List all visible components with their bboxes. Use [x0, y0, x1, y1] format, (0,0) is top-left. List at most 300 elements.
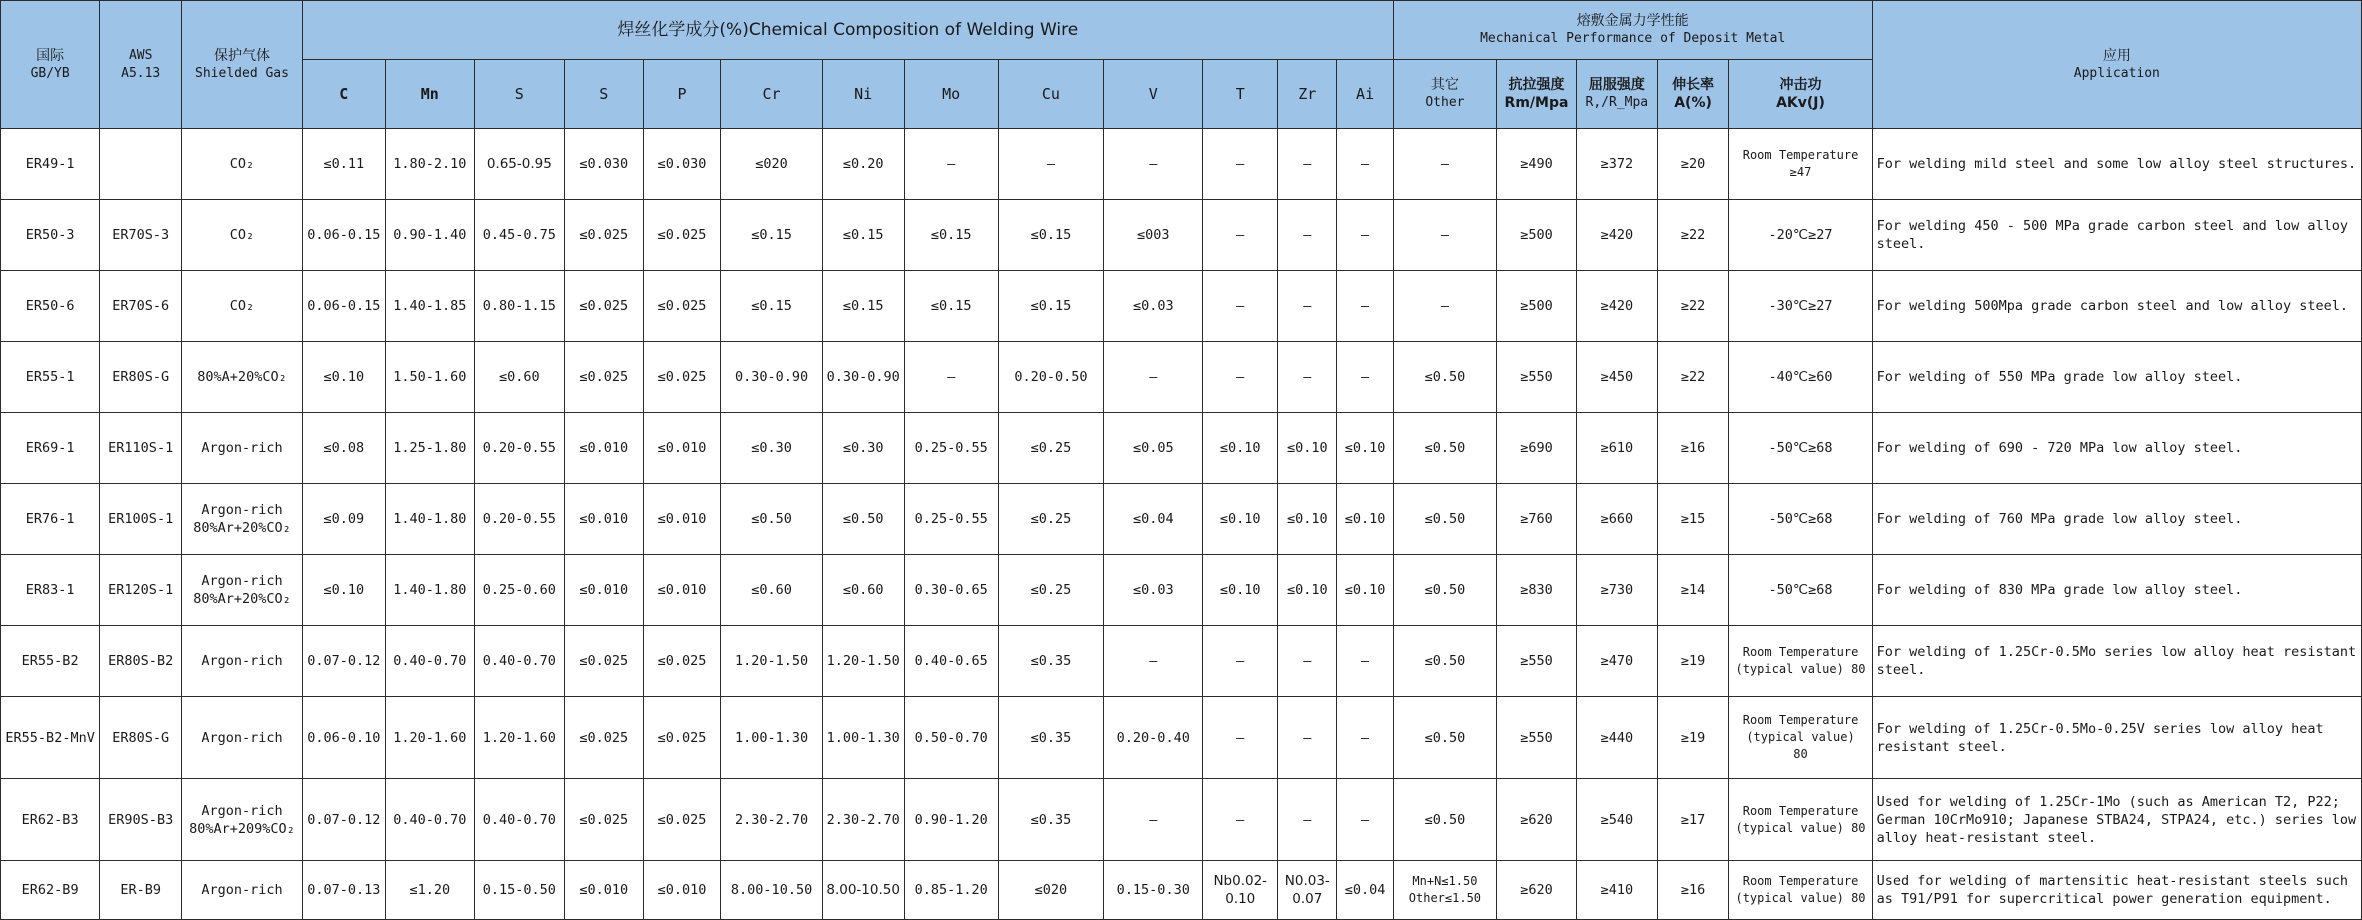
- impact-cell: [1729, 271, 1872, 342]
- tensile-cell: ≥500: [1497, 200, 1577, 271]
- tensile-cell: ≥690: [1497, 413, 1577, 484]
- ti-cell: –: [1203, 626, 1278, 697]
- aws-cell: ER80S-G: [100, 342, 182, 413]
- gb-cell: ER50-6: [1, 271, 100, 342]
- elongation-cell: ≥14: [1657, 555, 1729, 626]
- cu-cell: ≤0.35: [998, 779, 1103, 861]
- gas-cell-line: Argon-rich: [201, 729, 283, 746]
- impact-cell-line: (typical value): [1746, 730, 1855, 744]
- yield-cell: ≥730: [1576, 555, 1657, 626]
- cu-cell: ≤0.25: [998, 413, 1103, 484]
- gas-cell: [182, 626, 303, 697]
- yield-cell: ≥410: [1576, 861, 1657, 920]
- tensile-cell: ≥550: [1497, 626, 1577, 697]
- al-cell: –: [1337, 200, 1393, 271]
- gb-cell: ER76-1: [1, 484, 100, 555]
- impact-cell-line: (typical value) 80: [1735, 820, 1866, 835]
- impact-cell: [1729, 861, 1872, 920]
- aws-cell: ER120S-1: [100, 555, 182, 626]
- gas-cell: [182, 555, 303, 626]
- c-cell: 0.07-0.12: [302, 626, 385, 697]
- cr-cell: ≤0.50: [721, 484, 822, 555]
- zr-cell: ≤0.10: [1278, 413, 1337, 484]
- c-cell: 0.07-0.12: [302, 779, 385, 861]
- tensile-cell: ≥760: [1497, 484, 1577, 555]
- ti-cell: ≤0.10: [1203, 484, 1278, 555]
- gb-cell: ER69-1: [1, 413, 100, 484]
- cu-cell: ≤0.35: [998, 626, 1103, 697]
- elongation-cell: ≥15: [1657, 484, 1729, 555]
- gas-cell: [182, 484, 303, 555]
- other-header: 其它 Other: [1393, 60, 1496, 129]
- zr-cell: –: [1278, 200, 1337, 271]
- gb-cell: ER50-3: [1, 200, 100, 271]
- impact-cell-line: 80: [1793, 747, 1808, 761]
- ti-cell: –: [1203, 342, 1278, 413]
- gb-cell: ER55-1: [1, 342, 100, 413]
- cu-cell: ≤0.25: [998, 484, 1103, 555]
- mo-cell: 0.25-0.55: [904, 413, 998, 484]
- other-cell: [1393, 861, 1496, 920]
- other-cell-line: ≤0.50: [1424, 729, 1466, 746]
- table-body: [1, 129, 2362, 920]
- other-cell: [1393, 779, 1496, 861]
- mn-cell: 0.40-0.70: [385, 626, 474, 697]
- impact-cell: [1729, 779, 1872, 861]
- ti-cell: Nb0.02-0.10: [1203, 861, 1278, 920]
- yield-cell: ≥420: [1576, 271, 1657, 342]
- ni-cell: ≤0.30: [822, 413, 904, 484]
- tensile-cell: ≥550: [1497, 697, 1577, 779]
- mn-cell: 1.80-2.10: [385, 129, 474, 200]
- gas-cell: [182, 342, 303, 413]
- c-cell: 0.06-0.15: [302, 271, 385, 342]
- impact-cell-line: Room Temperature: [1742, 874, 1859, 888]
- c-cell: 0.06-0.10: [302, 697, 385, 779]
- gb-cell: ER55-B2-MnV: [1, 697, 100, 779]
- si-cell: 0.80-1.15: [474, 271, 564, 342]
- yield-cell: ≥470: [1576, 626, 1657, 697]
- aws-cell: ER90S-B3: [100, 779, 182, 861]
- p-cell: ≤0.025: [643, 200, 721, 271]
- ni-cell: 1.00-1.30: [822, 697, 904, 779]
- v-cell: 0.20-0.40: [1104, 697, 1203, 779]
- s-cell: ≤0.025: [564, 779, 643, 861]
- table-row: [1, 484, 2362, 555]
- other-cell: [1393, 271, 1496, 342]
- s-cell: ≤0.010: [564, 484, 643, 555]
- mo-cell: 0.50-0.70: [904, 697, 998, 779]
- ti-cell: ≤0.10: [1203, 413, 1278, 484]
- elongation-cell: ≥16: [1657, 413, 1729, 484]
- c-cell: 0.07-0.13: [302, 861, 385, 920]
- si-cell: 0.45-0.75: [474, 200, 564, 271]
- v-cell: ≤0.03: [1104, 555, 1203, 626]
- v-cell: –: [1104, 129, 1203, 200]
- zr-cell: –: [1278, 129, 1337, 200]
- p-cell: ≤0.025: [643, 626, 721, 697]
- impact-cell-line: -50℃≥68: [1768, 511, 1833, 527]
- mo-cell: ≤0.15: [904, 271, 998, 342]
- impact-cell-line: -50℃≥68: [1768, 440, 1833, 456]
- ti-cell: –: [1203, 779, 1278, 861]
- p-cell: ≤0.030: [643, 129, 721, 200]
- impact-cell-line: ≥47: [1789, 165, 1812, 179]
- mo-cell: 0.85-1.20: [904, 861, 998, 920]
- application-cell: For welding of 760 MPa grade low alloy steel.: [1872, 484, 2361, 555]
- zr-cell: –: [1278, 697, 1337, 779]
- application-cell: For welding of 550 MPa grade low alloy steel.: [1872, 342, 2361, 413]
- cr-cell: 0.30-0.90: [721, 342, 822, 413]
- si-cell: 1.20-1.60: [474, 697, 564, 779]
- tensile-cell: ≥830: [1497, 555, 1577, 626]
- gb-header: 国际 GB/YB: [1, 1, 100, 129]
- gb-cell: ER62-B9: [1, 861, 100, 920]
- s-cell: ≤0.025: [564, 697, 643, 779]
- ni-cell: 1.20-1.50: [822, 626, 904, 697]
- impact-cell: [1729, 129, 1872, 200]
- aws-cell: ER-B9: [100, 861, 182, 920]
- other-cell-line: Mn+N≤1.50: [1412, 874, 1478, 888]
- mn-cell: 1.25-1.80: [385, 413, 474, 484]
- element-header-ni: Ni: [822, 60, 904, 129]
- gb-cell: ER55-B2: [1, 626, 100, 697]
- gas-cell: [182, 779, 303, 861]
- elongation-cell: ≥16: [1657, 861, 1729, 920]
- other-cell: [1393, 697, 1496, 779]
- impact-cell: [1729, 697, 1872, 779]
- application-cell: For welding of 1.25Cr-0.5Mo series low alloy heat resistant steel.: [1872, 626, 2361, 697]
- yield-cell: ≥610: [1576, 413, 1657, 484]
- al-cell: ≤0.10: [1337, 413, 1393, 484]
- gas-cell: [182, 129, 303, 200]
- ni-cell: ≤0.20: [822, 129, 904, 200]
- elongation-header: 伸长率 A(%): [1657, 60, 1729, 129]
- zr-cell: ≤0.10: [1278, 555, 1337, 626]
- ni-cell: 2.30-2.70: [822, 779, 904, 861]
- gb-cell: ER49-1: [1, 129, 100, 200]
- aws-cell: ER70S-6: [100, 271, 182, 342]
- other-cell-line: –: [1440, 227, 1449, 243]
- cu-cell: ≤020: [998, 861, 1103, 920]
- table-row: [1, 626, 2362, 697]
- other-cell: [1393, 342, 1496, 413]
- tensile-cell: ≥500: [1497, 271, 1577, 342]
- yield-header: 屈服强度 R,/R_Mpa: [1576, 60, 1657, 129]
- table-row: [1, 555, 2362, 626]
- cr-cell: 2.30-2.70: [721, 779, 822, 861]
- c-cell: ≤0.11: [302, 129, 385, 200]
- ti-cell: ≤0.10: [1203, 555, 1278, 626]
- other-cell: [1393, 626, 1496, 697]
- gas-cell-line: 80%Ar+20%CO₂: [193, 591, 291, 607]
- elongation-cell: ≥22: [1657, 200, 1729, 271]
- cu-cell: ≤0.15: [998, 271, 1103, 342]
- ni-cell: ≤0.15: [822, 200, 904, 271]
- gas-cell: [182, 861, 303, 920]
- mo-cell: 0.25-0.55: [904, 484, 998, 555]
- application-cell: For welding of 690 - 720 MPa low alloy steel.: [1872, 413, 2361, 484]
- element-header-mo: Mo: [904, 60, 998, 129]
- gas-cell-line: CO₂: [229, 156, 255, 172]
- cr-cell: ≤0.15: [721, 200, 822, 271]
- gas-cell-line: Argon-rich: [201, 882, 283, 898]
- application-cell: For welding 500Mpa grade carbon steel and low alloy steel.: [1872, 271, 2361, 342]
- s-cell: ≤0.030: [564, 129, 643, 200]
- mo-cell: 0.40-0.65: [904, 626, 998, 697]
- element-header-p: P: [643, 60, 721, 129]
- impact-cell: [1729, 555, 1872, 626]
- p-cell: ≤0.025: [643, 779, 721, 861]
- other-cell: [1393, 200, 1496, 271]
- elongation-cell: ≥17: [1657, 779, 1729, 861]
- s-cell: ≤0.025: [564, 626, 643, 697]
- mo-cell: ≤0.15: [904, 200, 998, 271]
- zr-cell: –: [1278, 271, 1337, 342]
- element-header-cu: Cu: [998, 60, 1103, 129]
- si-cell: ≤0.60: [474, 342, 564, 413]
- cu-cell: ≤0.25: [998, 555, 1103, 626]
- impact-header: 冲击功 AKv(J): [1729, 60, 1872, 129]
- mo-cell: –: [904, 342, 998, 413]
- ni-cell: 8.00-10.50: [822, 861, 904, 920]
- other-cell-line: ≤0.50: [1424, 440, 1466, 456]
- yield-cell: ≥660: [1576, 484, 1657, 555]
- impact-cell: [1729, 342, 1872, 413]
- c-cell: ≤0.09: [302, 484, 385, 555]
- p-cell: ≤0.010: [643, 413, 721, 484]
- impact-cell-line: (typical value) 80: [1735, 891, 1866, 905]
- mechanical-performance-header: 熔敷金属力学性能 Mechanical Performance of Deposit Metal: [1393, 1, 1872, 60]
- al-cell: ≤0.10: [1337, 484, 1393, 555]
- v-cell: –: [1104, 779, 1203, 861]
- zr-cell: –: [1278, 779, 1337, 861]
- v-cell: ≤003: [1104, 200, 1203, 271]
- al-cell: –: [1337, 779, 1393, 861]
- zr-cell: –: [1278, 626, 1337, 697]
- impact-cell: [1729, 200, 1872, 271]
- cu-cell: –: [998, 129, 1103, 200]
- v-cell: –: [1104, 626, 1203, 697]
- gas-cell-line: 80%A+20%CO₂: [197, 369, 287, 385]
- elongation-cell: ≥19: [1657, 626, 1729, 697]
- gas-cell-line: Argon-rich: [201, 440, 283, 456]
- al-cell: –: [1337, 697, 1393, 779]
- yield-cell: ≥372: [1576, 129, 1657, 200]
- si-cell: 0.20-0.55: [474, 413, 564, 484]
- element-header-c: C: [302, 60, 385, 129]
- tensile-cell: ≥490: [1497, 129, 1577, 200]
- impact-cell-line: Room Temperature: [1742, 148, 1859, 162]
- tensile-cell: ≥550: [1497, 342, 1577, 413]
- application-cell: For welding of 830 MPa grade low alloy steel.: [1872, 555, 2361, 626]
- cu-cell: ≤0.35: [998, 697, 1103, 779]
- gas-cell-line: Argon-rich: [201, 653, 283, 669]
- element-header-v: V: [1104, 60, 1203, 129]
- s-cell: ≤0.010: [564, 413, 643, 484]
- gas-header: 保护气体 Shielded Gas: [182, 1, 303, 129]
- al-cell: –: [1337, 626, 1393, 697]
- al-cell: –: [1337, 271, 1393, 342]
- v-cell: ≤0.03: [1104, 271, 1203, 342]
- s-cell: ≤0.010: [564, 861, 643, 920]
- impact-cell-line: -40℃≥60: [1768, 369, 1833, 385]
- c-cell: 0.06-0.15: [302, 200, 385, 271]
- p-cell: ≤0.010: [643, 484, 721, 555]
- mn-cell: ≤1.20: [385, 861, 474, 920]
- elongation-cell: ≥19: [1657, 697, 1729, 779]
- cr-cell: ≤0.30: [721, 413, 822, 484]
- ti-cell: –: [1203, 129, 1278, 200]
- impact-cell: [1729, 484, 1872, 555]
- aws-cell: ER100S-1: [100, 484, 182, 555]
- other-cell-line: ≤0.50: [1424, 582, 1466, 598]
- element-header-si: S: [474, 60, 564, 129]
- zr-cell: ≤0.10: [1278, 484, 1337, 555]
- other-cell-line: ≤0.50: [1424, 369, 1466, 385]
- gas-cell-line: Argon-rich: [201, 802, 283, 819]
- ni-cell: ≤0.50: [822, 484, 904, 555]
- c-cell: ≤0.10: [302, 342, 385, 413]
- table-row: [1, 342, 2362, 413]
- other-cell: [1393, 555, 1496, 626]
- mn-cell: 1.20-1.60: [385, 697, 474, 779]
- impact-cell-line: -20℃≥27: [1768, 227, 1833, 243]
- p-cell: ≤0.025: [643, 697, 721, 779]
- impact-cell-line: -50℃≥68: [1768, 582, 1833, 598]
- mn-cell: 1.40-1.85: [385, 271, 474, 342]
- cr-cell: 1.20-1.50: [721, 626, 822, 697]
- other-cell: [1393, 413, 1496, 484]
- al-cell: –: [1337, 342, 1393, 413]
- v-cell: 0.15-0.30: [1104, 861, 1203, 920]
- yield-cell: ≥540: [1576, 779, 1657, 861]
- p-cell: ≤0.010: [643, 555, 721, 626]
- cr-cell: ≤020: [721, 129, 822, 200]
- gas-cell-line: Argon-rich: [201, 502, 283, 518]
- ni-cell: 0.30-0.90: [822, 342, 904, 413]
- zr-cell: –: [1278, 342, 1337, 413]
- mn-cell: 1.40-1.80: [385, 555, 474, 626]
- aws-cell: ER70S-3: [100, 200, 182, 271]
- table-row: [1, 861, 2362, 920]
- p-cell: ≤0.025: [643, 271, 721, 342]
- p-cell: ≤0.010: [643, 861, 721, 920]
- gas-cell-line: CO₂: [229, 298, 255, 314]
- mn-cell: 0.90-1.40: [385, 200, 474, 271]
- s-cell: ≤0.025: [564, 342, 643, 413]
- si-cell: 0.15-0.50: [474, 861, 564, 920]
- si-cell: 0.40-0.70: [474, 626, 564, 697]
- elongation-cell: ≥20: [1657, 129, 1729, 200]
- application-cell: Used for welding of 1.25Cr-1Mo (such as American T2, P22; German 10CrMo910; Japanese STBA24, STPA24, etc.) series low alloy heat-resistant steel.: [1872, 779, 2361, 861]
- ti-cell: –: [1203, 271, 1278, 342]
- impact-cell-line: Room Temperature: [1742, 713, 1859, 727]
- table-row: [1, 271, 2362, 342]
- impact-cell: [1729, 626, 1872, 697]
- si-cell: 0.40-0.70: [474, 779, 564, 861]
- yield-cell: ≥450: [1576, 342, 1657, 413]
- aws-header: AWS A5.13: [100, 1, 182, 129]
- tensile-cell: ≥620: [1497, 861, 1577, 920]
- tensile-cell: ≥620: [1497, 779, 1577, 861]
- element-header-al: Ai: [1337, 60, 1393, 129]
- elongation-cell: ≥22: [1657, 342, 1729, 413]
- table-row: [1, 200, 2362, 271]
- table-row: [1, 779, 2362, 861]
- v-cell: ≤0.04: [1104, 484, 1203, 555]
- s-cell: ≤0.025: [564, 271, 643, 342]
- mn-cell: 1.50-1.60: [385, 342, 474, 413]
- element-header-ti: T: [1203, 60, 1278, 129]
- table-row: [1, 697, 2362, 779]
- ti-cell: –: [1203, 697, 1278, 779]
- gas-cell-line: Argon-rich: [201, 573, 283, 589]
- mo-cell: 0.30-0.65: [904, 555, 998, 626]
- c-cell: ≤0.10: [302, 555, 385, 626]
- mo-cell: –: [904, 129, 998, 200]
- gb-cell: ER83-1: [1, 555, 100, 626]
- other-cell-line: Other≤1.50: [1408, 891, 1482, 905]
- mo-cell: 0.90-1.20: [904, 779, 998, 861]
- gas-cell-line: CO₂: [229, 227, 255, 243]
- al-cell: ≤0.04: [1337, 861, 1393, 920]
- aws-cell: ER80S-G: [100, 697, 182, 779]
- c-cell: ≤0.08: [302, 413, 385, 484]
- other-cell-line: ≤0.50: [1424, 511, 1466, 527]
- application-cell: For welding 450 - 500 MPa grade carbon steel and low alloy steel.: [1872, 200, 2361, 271]
- application-cell: Used for welding of martensitic heat-resistant steels such as T91/P91 for supercritical power generation equipment.: [1872, 861, 2361, 920]
- cr-cell: ≤0.15: [721, 271, 822, 342]
- gb-cell: ER62-B3: [1, 779, 100, 861]
- s-cell: ≤0.025: [564, 200, 643, 271]
- other-cell-line: –: [1440, 298, 1449, 314]
- impact-cell-line: (typical value) 80: [1735, 662, 1866, 676]
- other-cell-line: –: [1440, 156, 1449, 172]
- si-cell: 0.25-0.60: [474, 555, 564, 626]
- chemical-composition-header: 焊丝化学成分(%)Chemical Composition of Welding Wire: [302, 1, 1393, 60]
- elongation-cell: ≥22: [1657, 271, 1729, 342]
- element-header-mn: Mn: [385, 60, 474, 129]
- al-cell: ≤0.10: [1337, 555, 1393, 626]
- cr-cell: 1.00-1.30: [721, 697, 822, 779]
- mn-cell: 0.40-0.70: [385, 779, 474, 861]
- other-cell: [1393, 484, 1496, 555]
- yield-cell: ≥440: [1576, 697, 1657, 779]
- al-cell: –: [1337, 129, 1393, 200]
- v-cell: ≤0.05: [1104, 413, 1203, 484]
- impact-cell-line: Room Temperature: [1742, 803, 1859, 818]
- application-header: 应用 Application: [1872, 1, 2361, 129]
- gas-cell: [182, 413, 303, 484]
- other-cell: [1393, 129, 1496, 200]
- element-header-zr: Zr: [1278, 60, 1337, 129]
- aws-cell: ER110S-1: [100, 413, 182, 484]
- gas-cell: [182, 697, 303, 779]
- gas-cell-line: 80%Ar+20%CO₂: [193, 520, 291, 536]
- mn-cell: 1.40-1.80: [385, 484, 474, 555]
- p-cell: ≤0.025: [643, 342, 721, 413]
- ni-cell: ≤0.60: [822, 555, 904, 626]
- cr-cell: ≤0.60: [721, 555, 822, 626]
- aws-cell: [100, 129, 182, 200]
- table-row: [1, 413, 2362, 484]
- si-cell: 0.65-0.95: [474, 129, 564, 200]
- cr-cell: 8.00-10.50: [721, 861, 822, 920]
- s-cell: ≤0.010: [564, 555, 643, 626]
- table-row: [1, 129, 2362, 200]
- application-cell: For welding of 1.25Cr-0.5Mo-0.25V series low alloy heat resistant steel.: [1872, 697, 2361, 779]
